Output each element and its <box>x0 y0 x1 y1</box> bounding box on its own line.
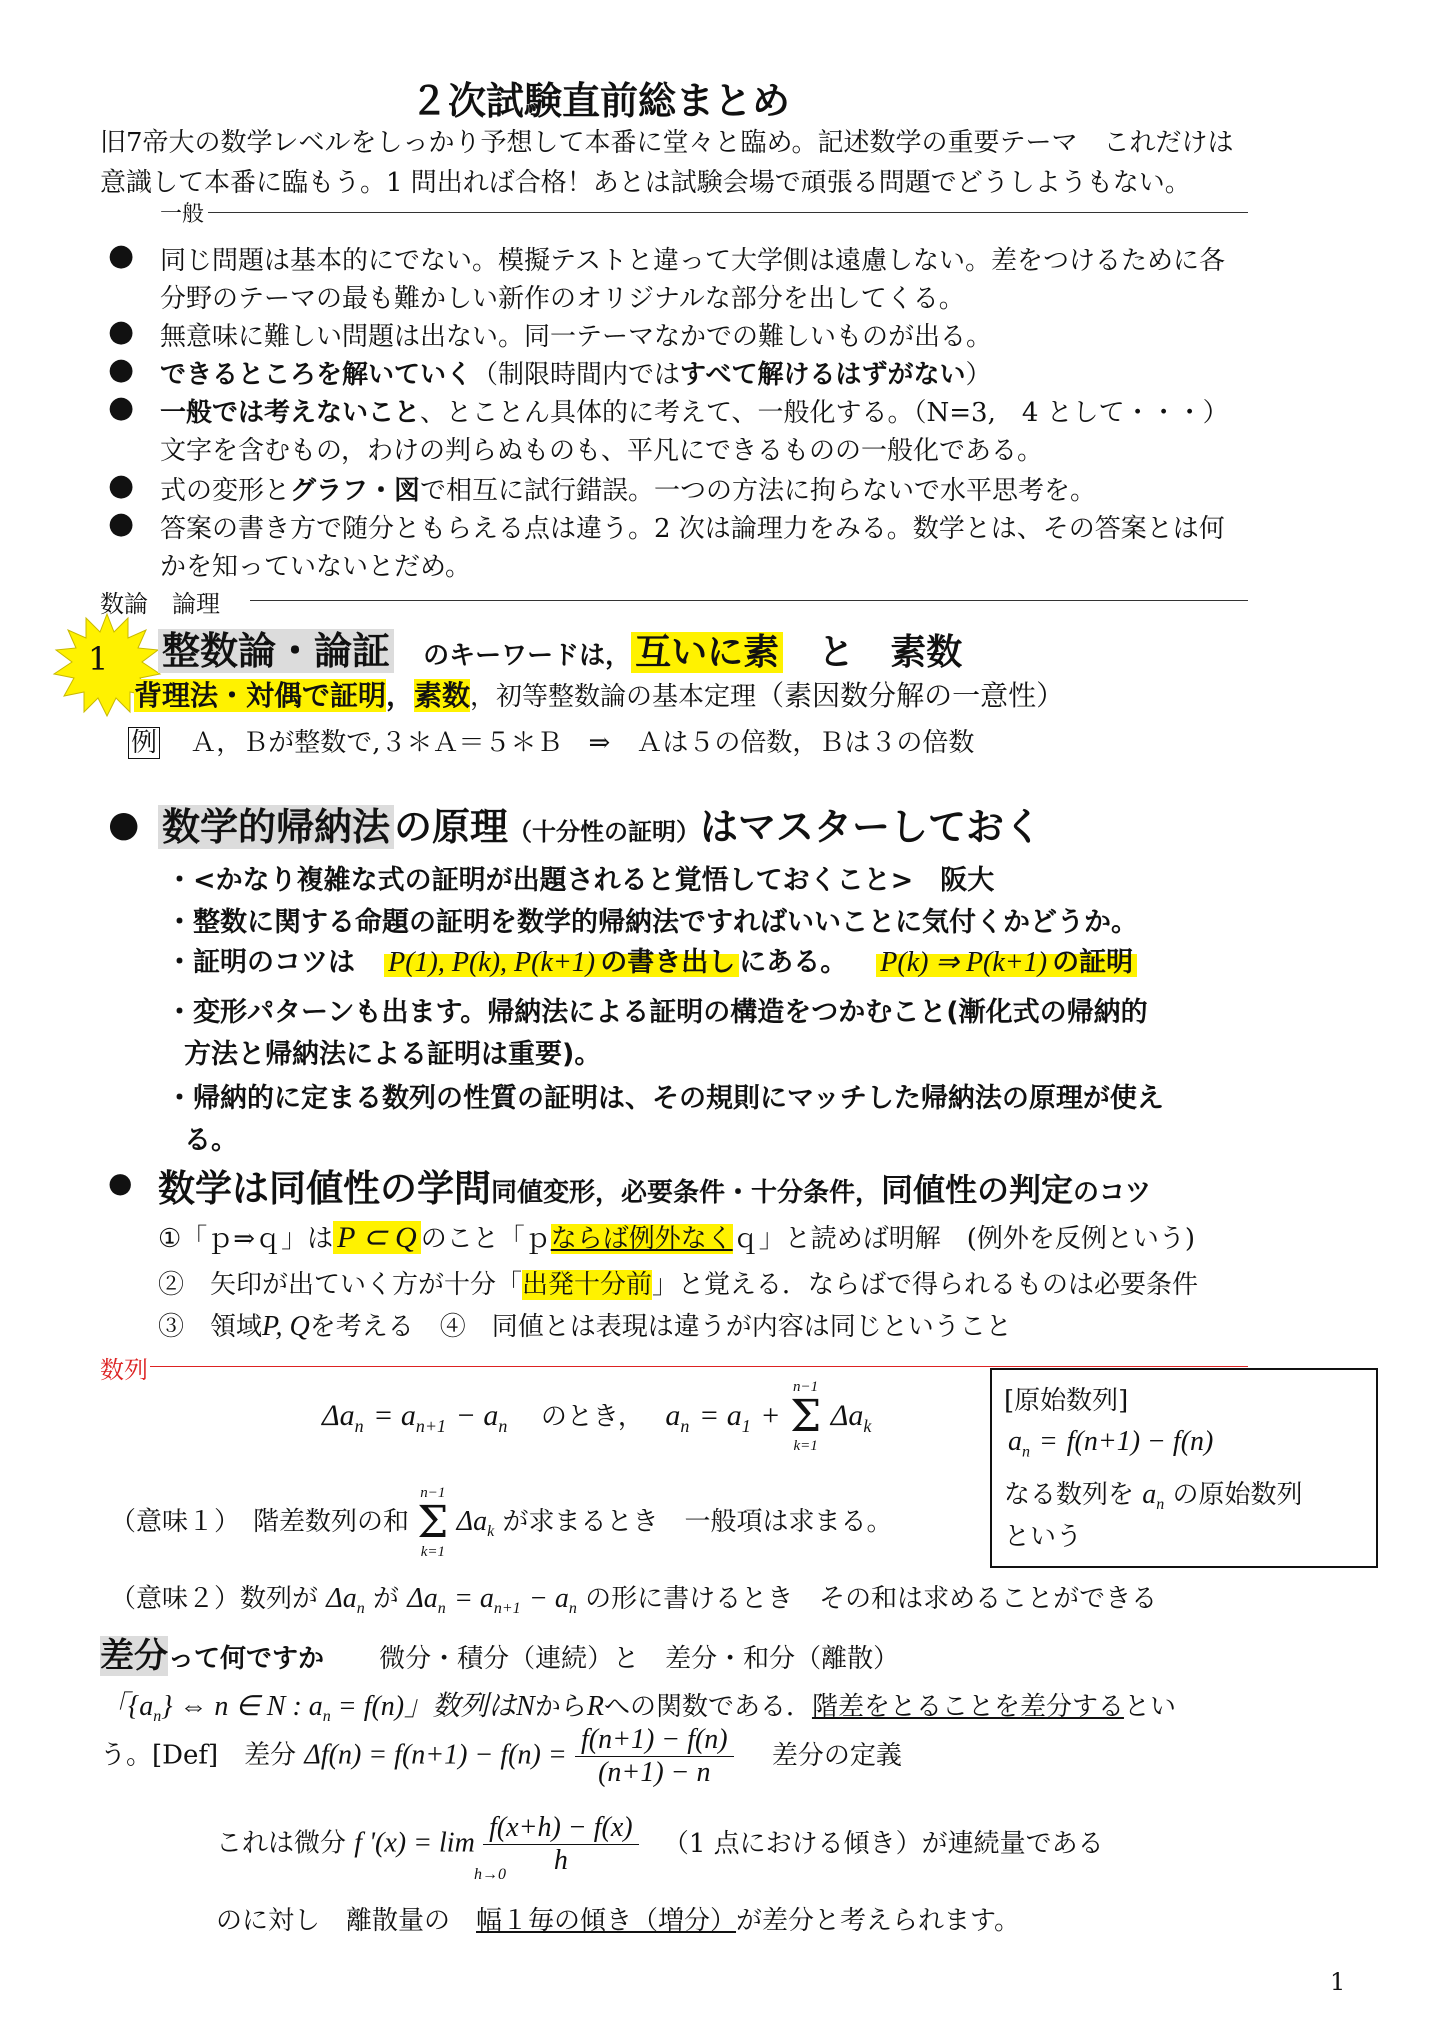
badge-number: 1 <box>88 640 109 678</box>
intro-line-2: 意識して本番に臨もう。1 問出れば合格！あとは試験会場で頑張る問題でどうしようもない。 <box>100 168 1191 198</box>
text-run: ② 矢印が出ていく方が十分「 <box>158 1270 523 1300</box>
difference-definition <box>100 1724 902 1789</box>
text-run: を考える ④ 同値とは表現は違うが内容は同じということ <box>309 1312 1012 1342</box>
text-run: のとき， <box>540 1402 644 1432</box>
intro-line-1: 旧7帝大の数学レベルをしっかり予想して本番に堂々と臨め。記述数学の重要テーマ これだけは <box>100 128 1234 158</box>
math-run: P(1), P(k), P(k+1) <box>388 947 596 978</box>
math-run: n−1 <box>420 1485 446 1501</box>
box-line-3: という <box>1004 1522 1083 1552</box>
math-run: + <box>760 1399 781 1432</box>
text-run: 式の変形と <box>160 476 291 506</box>
limit-subscript: h→0 <box>474 1866 506 1883</box>
math-run: = f(n)」数列は <box>330 1691 517 1722</box>
text-run: のコツ <box>1073 1178 1152 1208</box>
general-bullet-4 <box>160 392 1229 429</box>
math-run: n+1 <box>493 1600 521 1618</box>
page-number: 1 <box>1330 1968 1346 1996</box>
general-bullet-4-line-2: 文字を含むもの，わけの判らぬものも、平凡にできるものの一般化である。 <box>160 436 1043 466</box>
text-run: の証明 <box>1052 947 1134 978</box>
math-run: a <box>1008 1426 1022 1457</box>
text-run: （十分性の証明） <box>508 818 701 846</box>
text-run: の原始数列 <box>1172 1480 1303 1510</box>
text-run: 差分の定義 <box>771 1740 902 1771</box>
math-run: n <box>498 1416 508 1436</box>
text-run: にある。 <box>739 947 848 978</box>
induction-item-4: ・変形パターンも出ます。帰納法による証明の構造をつかむこと(漸化式の帰納的 <box>166 997 1148 1028</box>
text-run: 同値変形，必要条件・十分条件， <box>491 1178 882 1208</box>
math-run: n+1 <box>415 1416 447 1436</box>
text-run: への関数である． <box>603 1692 812 1722</box>
text-run: 、とことん具体的に考えて、一般化する。（N=3, 4 として・・・） <box>420 398 1229 428</box>
math-run: f(x+h) − f(x) <box>483 1812 639 1845</box>
math-run: n <box>568 1600 577 1618</box>
bullet-icon: ● <box>108 468 135 503</box>
math-run: Δa <box>830 1399 864 1432</box>
math-run: n <box>437 1600 446 1618</box>
section-divider <box>250 600 1248 601</box>
text-run: の書き出し <box>600 947 736 978</box>
text-run: で相互に試行錯誤。一つの方法に拘らないで水平思考を。 <box>420 476 1097 506</box>
math-run: Δf(n) = f(n+1) − f(n) = <box>304 1739 567 1771</box>
text-run: 差分 <box>100 1636 168 1676</box>
math-run: (n+1) − n <box>598 1757 711 1788</box>
math-run: n <box>680 1416 690 1436</box>
derivative-comparison <box>216 1812 1104 1877</box>
math-run: − a <box>455 1399 499 1432</box>
section-numtheory-label: 数論 論理 <box>100 590 220 618</box>
general-bullet-2: 無意味に難しい問題は出ない。同一テーマなかでの難しいものが出る。 <box>160 322 993 352</box>
text-run: ， <box>386 679 415 712</box>
general-bullet-6-line-1: 答案の書き方で随分ともらえる点は違う。2 次は論理力をみる。数学とは、その答案とは何 <box>160 514 1225 544</box>
general-bullet-6-line-2: かを知っていないとだめ。 <box>160 552 471 582</box>
box-title: [原始数列] <box>1004 1386 1129 1416</box>
text-run: 一般では考えないこと <box>160 398 421 428</box>
text-run: の原理 <box>394 805 509 849</box>
section-divider <box>150 1366 1248 1367</box>
math-run: f(n+1) − f(n) <box>1066 1426 1214 1457</box>
bullet-icon: ● <box>108 804 140 845</box>
text-run: なる数列を <box>1004 1480 1135 1510</box>
text-run: できるところを解いていく <box>160 360 473 390</box>
math-run: P ⊂ Q <box>333 1221 421 1254</box>
math-run: n <box>153 1708 162 1726</box>
bullet-icon: ● <box>108 352 135 387</box>
equivalence-line-3 <box>158 1306 1012 1343</box>
bullet-icon: ● <box>108 506 135 541</box>
math-run: 1 <box>741 1416 751 1436</box>
math-run: R <box>586 1691 604 1722</box>
text-run: のこと「ｐ <box>420 1224 551 1254</box>
text-run: Ａ，Ｂが整数で,３＊Ａ＝５＊Ｂ ⇒ Ａは５の倍数，Ｂは３の倍数 <box>190 728 975 758</box>
text-run: ，初等整数論の基本定理 <box>470 682 757 712</box>
text-run: 」と覚える．ならばで得られるものは必要条件 <box>652 1270 1199 1300</box>
bullet-icon: ● <box>108 314 135 349</box>
box-line-2 <box>1004 1474 1303 1514</box>
text-run: （1 点における傾き）が連続量である <box>662 1828 1104 1859</box>
text-run: って何ですか <box>168 1644 325 1674</box>
text-run: 互いに素 <box>631 632 783 673</box>
text-run: ③ 領域 <box>158 1312 263 1342</box>
text-run: が求まるとき 一般項は求まる。 <box>502 1507 893 1537</box>
text-run: 背理法・対偶で証明 <box>134 679 387 712</box>
math-run: = a <box>698 1399 742 1432</box>
math-run: a <box>1142 1479 1157 1510</box>
text-run: （素因数分解の一意性） <box>756 679 1065 712</box>
text-run: 幅１毎の傾き（増分） <box>476 1906 737 1936</box>
math-run: n <box>322 1708 331 1726</box>
text-run: が差分と考えられます。 <box>736 1906 1020 1936</box>
bullet-icon: ● <box>108 238 135 273</box>
induction-headline <box>158 796 1042 851</box>
math-run: h <box>553 1845 568 1876</box>
page-title: ２次試験直前総まとめ <box>410 79 791 123</box>
math-run: Δa <box>326 1583 357 1614</box>
text-run: ・証明のコツは <box>166 947 355 978</box>
math-run: k=1 <box>793 1438 818 1454</box>
text-run: 素数 <box>414 679 471 712</box>
math-run: Δa <box>456 1506 488 1537</box>
math-run: n−1 <box>793 1379 819 1395</box>
text-run: ならば例外なく <box>550 1224 733 1254</box>
pk-highlight <box>384 947 739 978</box>
text-run: グラフ・図 <box>290 476 421 506</box>
induction-item-6: ・帰納的に定まる数列の性質の証明は、その規則にマッチした帰納法の原理が使え <box>166 1083 1164 1114</box>
text-run: ） <box>965 360 992 390</box>
math-run: Σ <box>790 1391 822 1442</box>
difference-line-1 <box>100 1684 1176 1726</box>
box-formula: $a_n = f(n+1) - f(n)$ <box>1008 1426 1214 1461</box>
text-run: のに対し 離散量の <box>216 1906 477 1936</box>
difference-formula <box>322 1380 871 1454</box>
text-run: （意味２）数列が <box>110 1584 319 1614</box>
meaning-2 <box>110 1578 1157 1618</box>
math-run: k=1 <box>420 1544 445 1560</box>
math-run: n <box>1156 1496 1165 1514</box>
text-run: が <box>372 1584 399 1614</box>
math-run: n <box>1022 1443 1030 1461</box>
math-run: N <box>516 1691 535 1722</box>
math-run: = a <box>453 1583 494 1614</box>
math-run: } ⇔ n ∈ N : a <box>161 1691 323 1722</box>
math-run: Σ <box>417 1497 449 1548</box>
equivalence-line-2 <box>158 1264 1198 1301</box>
text-run: 数学的帰納法 <box>158 805 394 849</box>
math-run: n <box>356 1600 365 1618</box>
text-run: 微分・積分（連続）と 差分・和分（離散） <box>379 1644 900 1674</box>
induction-item-1: ・<かなり複雑な式の証明が出題されると覚悟しておくこと> 阪大 <box>166 865 995 896</box>
math-run: f '(x) = lim <box>354 1827 475 1859</box>
sigma-symbol <box>417 1486 448 1560</box>
sigma-symbol <box>790 1380 821 1454</box>
general-bullet-5 <box>160 470 1096 507</box>
math-run: f(n+1) − f(n) <box>575 1724 734 1757</box>
math-run: n <box>354 1416 364 1436</box>
fraction <box>575 1724 734 1789</box>
math-run: a <box>665 1399 681 1432</box>
meaning-1 <box>110 1486 892 1560</box>
text-run: 整数論・論証 <box>158 629 394 673</box>
math-run: k <box>487 1523 495 1541</box>
text-run: のキーワードは， <box>423 641 632 671</box>
induction-item-3 <box>166 940 1137 979</box>
text-run: これは微分 <box>216 1828 347 1859</box>
text-run: う。[Def] 差分 <box>100 1740 297 1771</box>
induction-item-7: る。 <box>184 1125 238 1156</box>
equivalence-headline <box>158 1158 1151 1212</box>
text-run: 同値性の判定 <box>881 1171 1074 1209</box>
math-run: k <box>863 1416 872 1436</box>
text-run: （制限時間内では <box>472 360 681 390</box>
text-run: 出発十分前 <box>522 1270 653 1300</box>
text-run: はマスターしておく <box>700 805 1043 849</box>
fraction <box>483 1812 639 1877</box>
equivalence-line-1 <box>158 1218 1195 1255</box>
text-run: ①「ｐ⇒ｑ」は <box>158 1224 334 1254</box>
text-run: とい <box>1123 1692 1176 1722</box>
bullet-icon: ● <box>108 390 135 425</box>
text-run: （意味１） 階差数列の和 <box>110 1507 410 1537</box>
text-run: の形に書けるとき その和は求めることができる <box>585 1584 1158 1614</box>
text-run: から <box>534 1692 587 1722</box>
section-general-label: 一般 <box>160 202 205 227</box>
pk-impl-highlight <box>876 947 1137 978</box>
text-run: ｑ」と読めば明解 (例外を反例という) <box>732 1224 1196 1254</box>
induction-item-2: ・整数に関する命題の証明を数学的帰納法ですればいいことに気付くかどうか。 <box>166 907 1138 938</box>
general-bullet-3 <box>160 354 992 391</box>
difference-conclusion <box>216 1900 1020 1937</box>
general-bullet-1-line-1: 同じ問題は基本的にでない。模擬テストと違って大学側は遠慮しない。差をつけるために各 <box>160 246 1225 276</box>
text-run: 階差をとることを差分する <box>811 1692 1124 1722</box>
math-run: Δa <box>322 1399 355 1432</box>
example-line <box>128 722 974 759</box>
section-sequence-label: 数列 <box>100 1356 148 1384</box>
bullet-icon: ● <box>108 1166 133 1199</box>
math-run: P, Q <box>262 1311 310 1342</box>
math-run: − a <box>528 1583 569 1614</box>
general-bullet-1-line-2: 分野のテーマの最も難かしい新作のオリジナルな部分を出してくる。 <box>160 284 965 314</box>
math-run: Δa <box>407 1583 438 1614</box>
numtheory-keywords <box>134 674 1064 714</box>
math-run: = a <box>373 1399 416 1432</box>
math-run: P(k) ⇒ P(k+1) <box>880 947 1048 978</box>
text-run: すべて解けるはずがない <box>680 360 966 390</box>
numtheory-headline <box>158 620 962 675</box>
difference-headline <box>100 1628 899 1677</box>
induction-item-5: 方法と帰納法による証明は重要)。 <box>184 1039 602 1070</box>
math-run: 「{a <box>100 1691 154 1722</box>
example-tag: 例 <box>128 727 160 759</box>
text-run: と 素数 <box>818 632 963 673</box>
section-divider <box>208 212 1248 213</box>
text-run: 数学は同値性の学問 <box>158 1167 491 1210</box>
